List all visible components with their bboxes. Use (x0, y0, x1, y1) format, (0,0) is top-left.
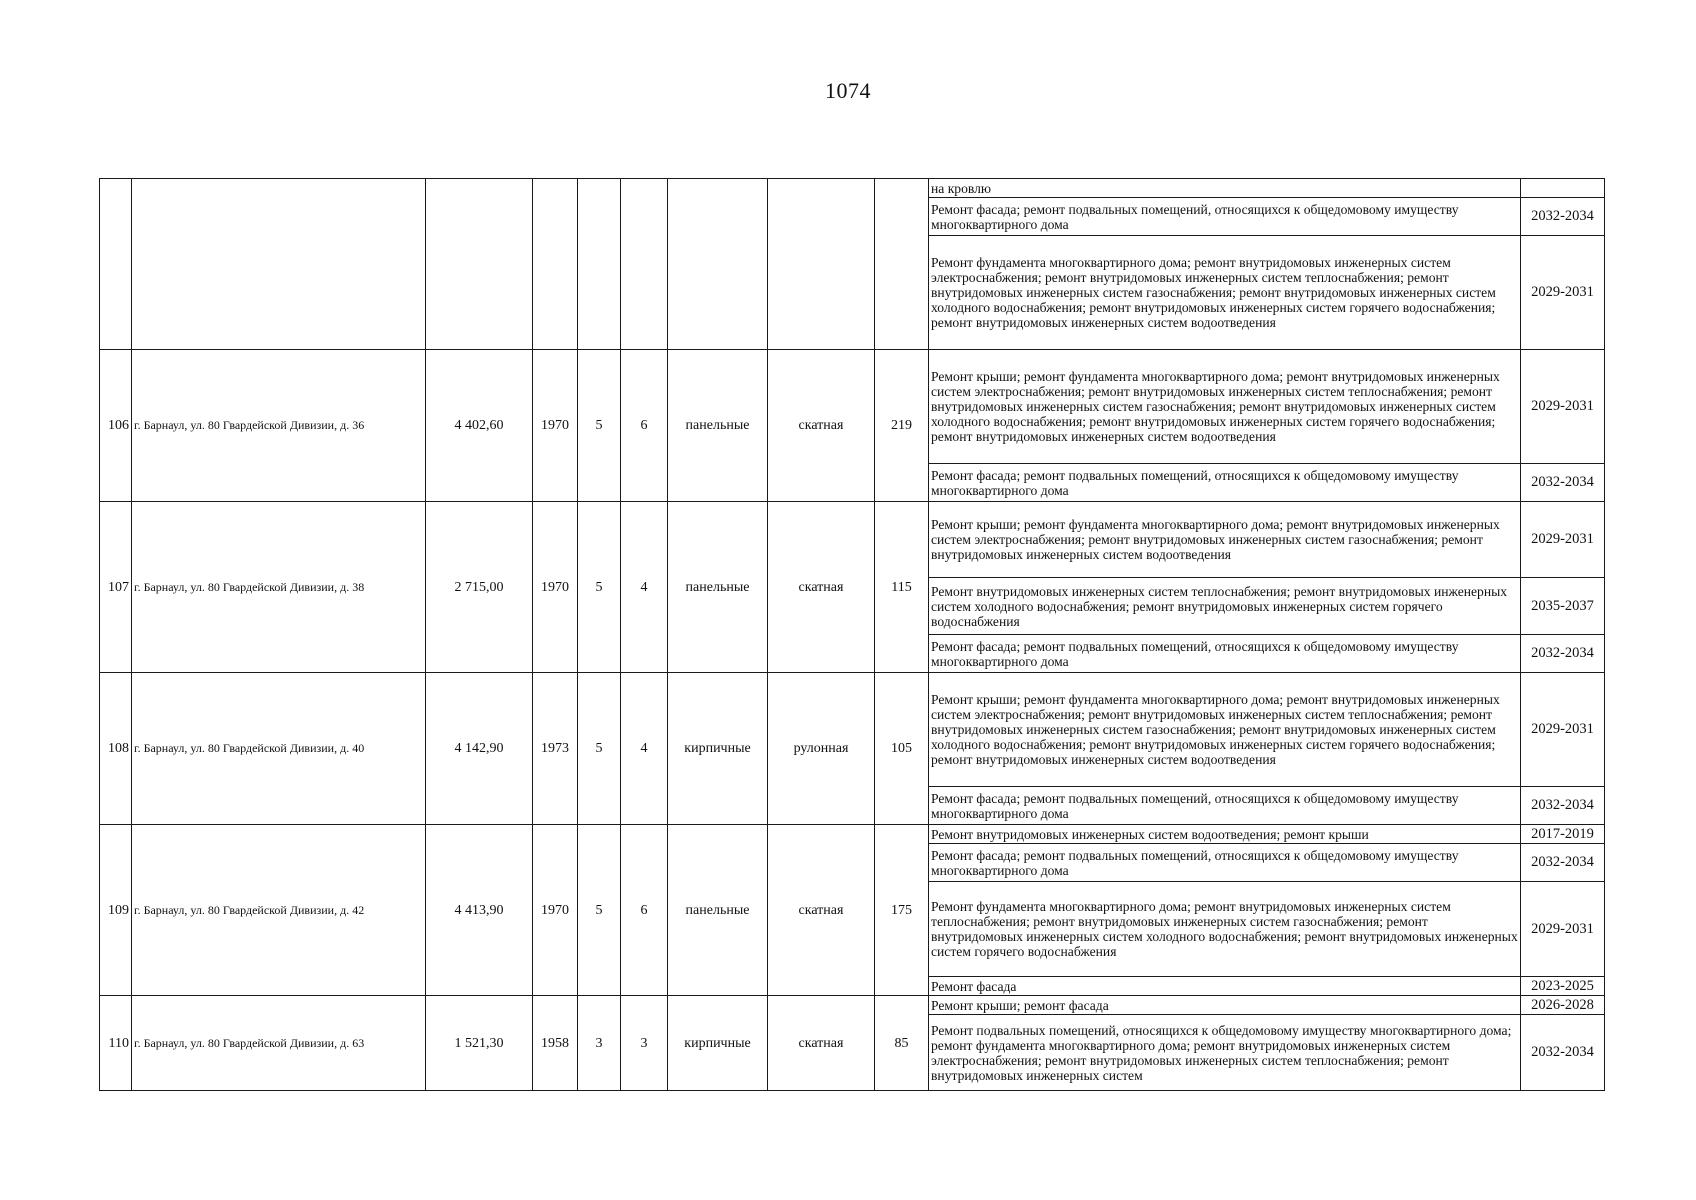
entrances-count-empty (621, 179, 668, 350)
build-year: 1970 (533, 350, 578, 502)
building-address: г. Барнаул, ул. 80 Гвардейской Дивизии, д. 36 (132, 350, 426, 502)
build-year: 1970 (533, 502, 578, 673)
building-address: г. Барнаул, ул. 80 Гвардейской Дивизии, д. 42 (132, 825, 426, 996)
work-period: 2035-2037 (1521, 578, 1605, 635)
work-description: Ремонт фасада; ремонт подвальных помещений, относящихся к общедомовому имуществу многоквартирного дома (929, 844, 1521, 882)
work-description: Ремонт крыши; ремонт фундамента многоквартирного дома; ремонт внутридомовых инженерных систем электроснабжения; ремонт внутридомовых инженерных систем теплоснабжения; ремонт внутридомовых инженерных систем газоснабжения; ремонт внутридомовых инженерных систем холодного водоснабжения; ремонт внутридомовых инженерных систем горячего водоснабжения; ремонт внутридомовых инженерных систем водоотведения (929, 350, 1521, 464)
work-period: 2029-2031 (1521, 350, 1605, 464)
total-area: 2 715,00 (426, 502, 533, 673)
floors-count: 5 (578, 502, 621, 673)
building-number: 106 (100, 350, 132, 502)
table-row (100, 502, 1605, 578)
building-address-empty (132, 179, 426, 350)
work-description: Ремонт крыши; ремонт фасада (929, 996, 1521, 1015)
work-description: Ремонт фасада; ремонт подвальных помещений, относящихся к общедомовому имуществу многоквартирного дома (929, 787, 1521, 825)
work-period: 2017-2019 (1521, 825, 1605, 844)
build-year-empty (533, 179, 578, 350)
build-year: 1970 (533, 825, 578, 996)
building-address: г. Барнаул, ул. 80 Гвардейской Дивизии, д. 38 (132, 502, 426, 673)
work-description: Ремонт фундамента многоквартирного дома; ремонт внутридомовых инженерных систем электроснабжения; ремонт внутридомовых инженерных систем теплоснабжения; ремонт внутридомовых инженерных систем газоснабжения; ремонт внутридомовых инженерных систем холодного водоснабжения; ремонт внутридомовых инженерных систем горячего водоснабжения; ремонт внутридомовых инженерных систем водоотведения (929, 236, 1521, 350)
work-description: Ремонт фасада; ремонт подвальных помещений, относящихся к общедомовому имуществу многоквартирного дома (929, 198, 1521, 236)
building-number: 108 (100, 673, 132, 825)
residents-count: 115 (875, 502, 929, 673)
work-period: 2032-2034 (1521, 1015, 1605, 1091)
total-area-empty (426, 179, 533, 350)
roof-type: скатная (768, 825, 875, 996)
work-description: Ремонт внутридомовых инженерных систем водоотведения; ремонт крыши (929, 825, 1521, 844)
work-period: 2029-2031 (1521, 673, 1605, 787)
page-number: 1074 (825, 78, 871, 103)
work-description: Ремонт крыши; ремонт фундамента многоквартирного дома; ремонт внутридомовых инженерных систем электроснабжения; ремонт внутридомовых инженерных систем газоснабжения; ремонт внутридомовых инженерных систем водоотведения (929, 502, 1521, 578)
work-description: Ремонт фундамента многоквартирного дома; ремонт внутридомовых инженерных систем теплоснабжения; ремонт внутридомовых инженерных систем газоснабжения; ремонт внутридомовых инженерных систем холодного водоснабжения; ремонт внутридомовых инженерных систем горячего водоснабжения (929, 882, 1521, 977)
total-area: 4 142,90 (426, 673, 533, 825)
work-description: Ремонт крыши; ремонт фундамента многоквартирного дома; ремонт внутридомовых инженерных систем электроснабжения; ремонт внутридомовых инженерных систем теплоснабжения; ремонт внутридомовых инженерных систем газоснабжения; ремонт внутридомовых инженерных систем холодного водоснабжения; ремонт внутридомовых инженерных систем горячего водоснабжения; ремонт внутридомовых инженерных систем водоотведения (929, 673, 1521, 787)
floors-count: 5 (578, 673, 621, 825)
work-period: 2032-2034 (1521, 635, 1605, 673)
work-description: Ремонт внутридомовых инженерных систем теплоснабжения; ремонт внутридомовых инженерных систем холодного водоснабжения; ремонт внутридомовых инженерных систем горячего водоснабжения (929, 578, 1521, 635)
work-description: Ремонт фасада; ремонт подвальных помещений, относящихся к общедомовому имуществу многоквартирного дома (929, 464, 1521, 502)
residents-count-empty (875, 179, 929, 350)
floors-count: 3 (578, 996, 621, 1091)
entrances-count: 6 (621, 350, 668, 502)
work-description: Ремонт фасада; ремонт подвальных помещений, относящихся к общедомовому имуществу многоквартирного дома (929, 635, 1521, 673)
work-period: 2026-2028 (1521, 996, 1605, 1015)
table-row (100, 350, 1605, 464)
entrances-count: 6 (621, 825, 668, 996)
wall-material: панельные (668, 825, 768, 996)
entrances-count: 4 (621, 502, 668, 673)
floors-count: 5 (578, 350, 621, 502)
build-year: 1973 (533, 673, 578, 825)
residents-count: 105 (875, 673, 929, 825)
floors-count-empty (578, 179, 621, 350)
wall-material: панельные (668, 502, 768, 673)
work-period: 2029-2031 (1521, 236, 1605, 350)
wall-material: кирпичные (668, 673, 768, 825)
work-period: 2023-2025 (1521, 977, 1605, 996)
roof-type: скатная (768, 502, 875, 673)
building-number: 109 (100, 825, 132, 996)
work-description: Ремонт подвальных помещений, относящихся к общедомовому имуществу многоквартирного дома; ремонт фундамента многоквартирного дома; ремонт внутридомовых инженерных систем электроснабжения; ремонт внутридомовых инженерных систем теплоснабжения; ремонт внутридомовых инженерных систем (929, 1015, 1521, 1091)
residents-count: 85 (875, 996, 929, 1091)
work-description: Ремонт фасада (929, 977, 1521, 996)
table-row (100, 996, 1605, 1015)
work-period: 2032-2034 (1521, 198, 1605, 236)
wall-material: кирпичные (668, 996, 768, 1091)
building-number: 110 (100, 996, 132, 1091)
work-period: 2032-2034 (1521, 844, 1605, 882)
total-area: 4 402,60 (426, 350, 533, 502)
build-year: 1958 (533, 996, 578, 1091)
work-period: 2032-2034 (1521, 464, 1605, 502)
roof-type: рулонная (768, 673, 875, 825)
residents-count: 219 (875, 350, 929, 502)
roof-type: скатная (768, 996, 875, 1091)
floors-count: 5 (578, 825, 621, 996)
entrances-count: 4 (621, 673, 668, 825)
residents-count: 175 (875, 825, 929, 996)
work-period: 2029-2031 (1521, 882, 1605, 977)
work-period: 2029-2031 (1521, 502, 1605, 578)
repair-program-table (99, 178, 1605, 1091)
building-number: 107 (100, 502, 132, 673)
total-area: 1 521,30 (426, 996, 533, 1091)
work-period (1521, 179, 1605, 198)
building-number-empty (100, 179, 132, 350)
wall-material-empty (668, 179, 768, 350)
work-period: 2032-2034 (1521, 787, 1605, 825)
roof-type-empty (768, 179, 875, 350)
roof-type: скатная (768, 350, 875, 502)
table-row (100, 673, 1605, 787)
total-area: 4 413,90 (426, 825, 533, 996)
table-row (100, 179, 1605, 198)
building-address: г. Барнаул, ул. 80 Гвардейской Дивизии, д. 40 (132, 673, 426, 825)
building-address: г. Барнаул, ул. 80 Гвардейской Дивизии, д. 63 (132, 996, 426, 1091)
work-description: на кровлю (929, 179, 1521, 198)
wall-material: панельные (668, 350, 768, 502)
entrances-count: 3 (621, 996, 668, 1091)
table-row (100, 825, 1605, 844)
